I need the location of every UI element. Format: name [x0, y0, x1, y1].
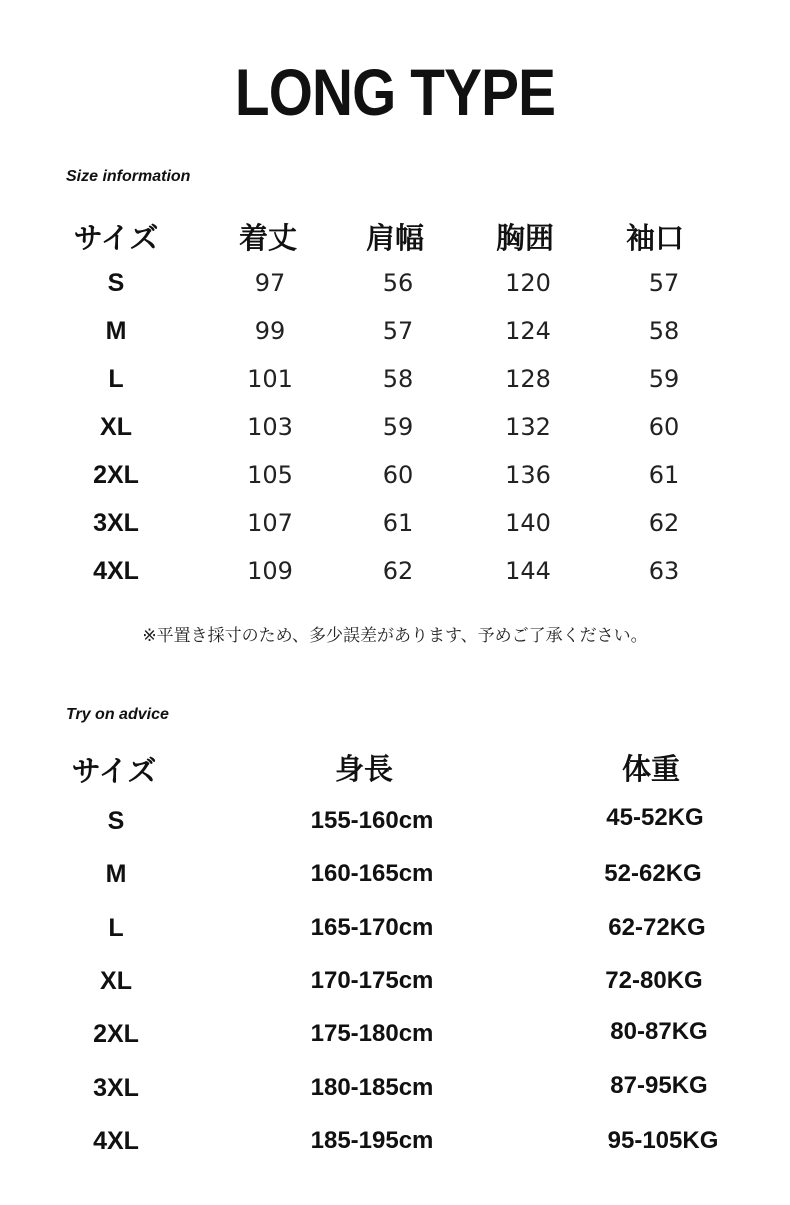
- chest-cell: 144: [505, 557, 551, 585]
- height-cell: 170-175cm: [310, 967, 434, 994]
- length-cell: 99: [254, 317, 286, 345]
- size-cell: XL: [100, 413, 132, 441]
- size-cell: M: [105, 317, 127, 345]
- length-cell: 109: [247, 557, 293, 585]
- weight-cell: 80-87KG: [610, 1018, 708, 1045]
- length-cell: 101: [247, 365, 293, 393]
- weight-cell: 52-62KG: [604, 860, 702, 887]
- size-cell: 3XL: [93, 1074, 139, 1102]
- shoulder-cell: 56: [382, 269, 414, 297]
- chest-cell: 132: [505, 413, 551, 441]
- size-cell: 4XL: [93, 1127, 139, 1155]
- size-header-size: サイズ: [73, 221, 159, 255]
- cuff-cell: 63: [648, 557, 680, 585]
- height-cell: 155-160cm: [310, 807, 434, 834]
- size-cell: L: [108, 914, 124, 942]
- size-header-chest: 胸囲: [495, 221, 555, 255]
- weight-cell: 72-80KG: [605, 967, 703, 994]
- shoulder-cell: 57: [382, 317, 414, 345]
- chest-cell: 140: [505, 509, 551, 537]
- shoulder-cell: 60: [382, 461, 414, 489]
- shoulder-cell: 59: [382, 413, 414, 441]
- size-cell: 3XL: [93, 509, 139, 537]
- cuff-cell: 59: [648, 365, 680, 393]
- size-cell: S: [107, 269, 125, 297]
- size-cell: 2XL: [93, 461, 139, 489]
- length-cell: 107: [247, 509, 293, 537]
- advice-header-size: サイズ: [71, 754, 157, 788]
- height-cell: 185-195cm: [310, 1127, 434, 1154]
- measurement-note: ※平置き採寸のため、多少誤差があります、予めご了承ください。: [142, 626, 648, 646]
- page-title: LONG TYPE: [234, 55, 556, 129]
- cuff-cell: 57: [648, 269, 680, 297]
- weight-cell: 87-95KG: [610, 1072, 708, 1099]
- height-cell: 165-170cm: [310, 914, 434, 941]
- cuff-cell: 60: [648, 413, 680, 441]
- size-cell: M: [105, 860, 127, 888]
- size-cell: 4XL: [93, 557, 139, 585]
- size-information-label: Size information: [66, 168, 191, 185]
- cuff-cell: 61: [648, 461, 680, 489]
- height-cell: 175-180cm: [310, 1020, 434, 1047]
- length-cell: 97: [254, 269, 286, 297]
- advice-header-weight: 体重: [621, 752, 681, 786]
- weight-cell: 45-52KG: [606, 804, 704, 831]
- chest-cell: 128: [505, 365, 551, 393]
- weight-cell: 62-72KG: [608, 914, 706, 941]
- size-cell: XL: [100, 967, 132, 995]
- size-header-length: 着丈: [238, 221, 298, 255]
- chest-cell: 124: [505, 317, 551, 345]
- height-cell: 180-185cm: [310, 1074, 434, 1101]
- shoulder-cell: 61: [382, 509, 414, 537]
- cuff-cell: 58: [648, 317, 680, 345]
- size-cell: 2XL: [93, 1020, 139, 1048]
- length-cell: 105: [247, 461, 293, 489]
- try-on-advice-label: Try on advice: [66, 706, 169, 723]
- size-cell: L: [108, 365, 124, 393]
- height-cell: 160-165cm: [310, 860, 434, 887]
- shoulder-cell: 62: [382, 557, 414, 585]
- shoulder-cell: 58: [382, 365, 414, 393]
- weight-cell: 95-105KG: [607, 1127, 719, 1154]
- chest-cell: 136: [505, 461, 551, 489]
- cuff-cell: 62: [648, 509, 680, 537]
- length-cell: 103: [247, 413, 293, 441]
- size-cell: S: [107, 807, 125, 835]
- advice-header-height: 身長: [334, 752, 394, 786]
- chest-cell: 120: [505, 269, 551, 297]
- size-header-cuff: 袖口: [625, 221, 685, 255]
- size-header-shoulder: 肩幅: [365, 221, 425, 255]
